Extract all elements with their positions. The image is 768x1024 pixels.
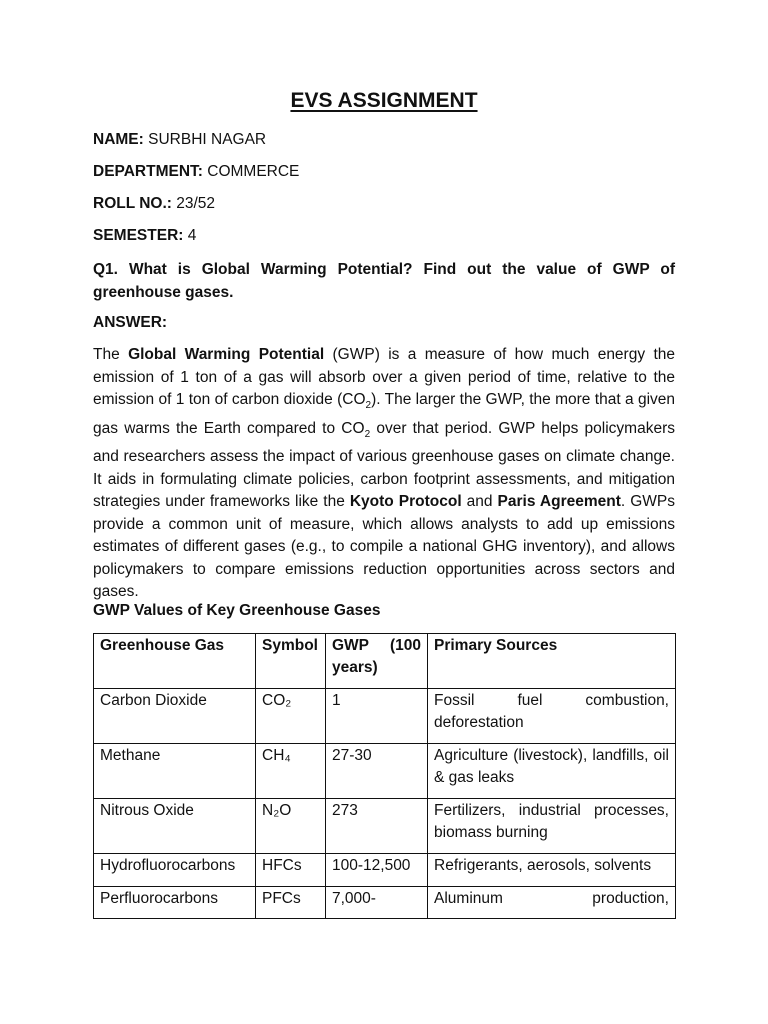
- table-cell: Nitrous Oxide: [94, 799, 256, 854]
- name-label: NAME:: [93, 131, 144, 148]
- table-cell: Refrigerants, aerosols, solvents: [428, 854, 676, 887]
- table-cell: Agriculture (livestock), landfills, oil & gas leaks: [428, 744, 676, 799]
- header-cell: Greenhouse Gas: [94, 634, 256, 689]
- table-cell: Perfluorocarbons: [94, 887, 256, 919]
- header-cell: GWP (100 years): [326, 634, 428, 689]
- table-row: [94, 887, 676, 919]
- document-title: EVS ASSIGNMENT: [290, 89, 478, 112]
- roll-no-label: ROLL NO.:: [93, 195, 172, 212]
- header-cell: Symbol: [256, 634, 326, 689]
- term-gwp: Global Warming Potential: [128, 346, 325, 363]
- table-cell: 100-12,500: [326, 854, 428, 887]
- name-value: SURBHI NAGAR: [148, 131, 267, 148]
- table-row: [94, 689, 676, 744]
- roll-no-value: 23/52: [176, 195, 216, 212]
- department-label: DEPARTMENT:: [93, 163, 203, 180]
- semester-value: 4: [187, 227, 197, 244]
- question-text: Q1. What is Global Warming Potential? Find out the value of GWP of greenhouse gases.: [93, 261, 675, 301]
- gwp-table: [93, 633, 676, 919]
- table-title: GWP Values of Key Greenhouse Gases: [93, 602, 381, 619]
- table-header-row: [94, 634, 676, 689]
- table-cell: Hydrofluorocarbons: [94, 854, 256, 887]
- table-cell: 1: [326, 689, 428, 744]
- table-cell: 7,000-: [326, 887, 428, 919]
- answer-label: ANSWER:: [93, 314, 168, 331]
- name-field: [93, 130, 266, 150]
- table-row: [94, 744, 676, 799]
- table-cell: HFCs: [256, 854, 326, 887]
- table-cell: PFCs: [256, 887, 326, 919]
- roll-no-field: [93, 194, 215, 214]
- department-value: COMMERCE: [207, 163, 300, 180]
- table-cell: CO₂: [256, 689, 326, 744]
- term-paris-agreement: Paris Agreement: [497, 493, 621, 511]
- table-cell: Aluminum production,: [428, 887, 676, 919]
- table-cell: CH₄: [256, 744, 326, 799]
- table-cell: Fossil fuel combustion, deforestation: [428, 689, 676, 744]
- table-cell: Methane: [94, 744, 256, 799]
- table-cell: 273: [326, 799, 428, 854]
- header-cell: Primary Sources: [428, 634, 676, 689]
- department-field: [93, 162, 299, 182]
- answer-paragraph: The Global Warming Potential (GWP) is a measure of how much energy the emission of 1 ton of a gas will absorb over a given period of time, relative to the emission of 1 ton of carbon dioxide $(CO_2)$. The larger the GWP, the more that a given gas warms the Earth compared to $CO_2$ over that period. GWP helps policymakers and researchers assess the impact of various greenhouse gases on climate change. It aids in formulating climate policies, carbon footprint assessments, and mitigation strategies under frameworks like the Kyoto Protocol and Paris Agreement. GWPs provide a common unit of measure, which allows analysts to add up emissions estimates of different gases (e.g., to compile a national GHG inventory), and allows policymakers to compare emissions reduction opportunities across sectors and gases.: [93, 346, 675, 601]
- semester-field: [93, 226, 196, 246]
- semester-label: SEMESTER:: [93, 227, 184, 244]
- table-cell: Fertilizers, industrial processes, biomass burning: [428, 799, 676, 854]
- table-cell: Carbon Dioxide: [94, 689, 256, 744]
- table-cell: N₂O: [256, 799, 326, 854]
- table-row: [94, 799, 676, 854]
- term-kyoto-protocol: Kyoto Protocol: [349, 493, 462, 511]
- table-cell: 27-30: [326, 744, 428, 799]
- table-row: [94, 854, 676, 887]
